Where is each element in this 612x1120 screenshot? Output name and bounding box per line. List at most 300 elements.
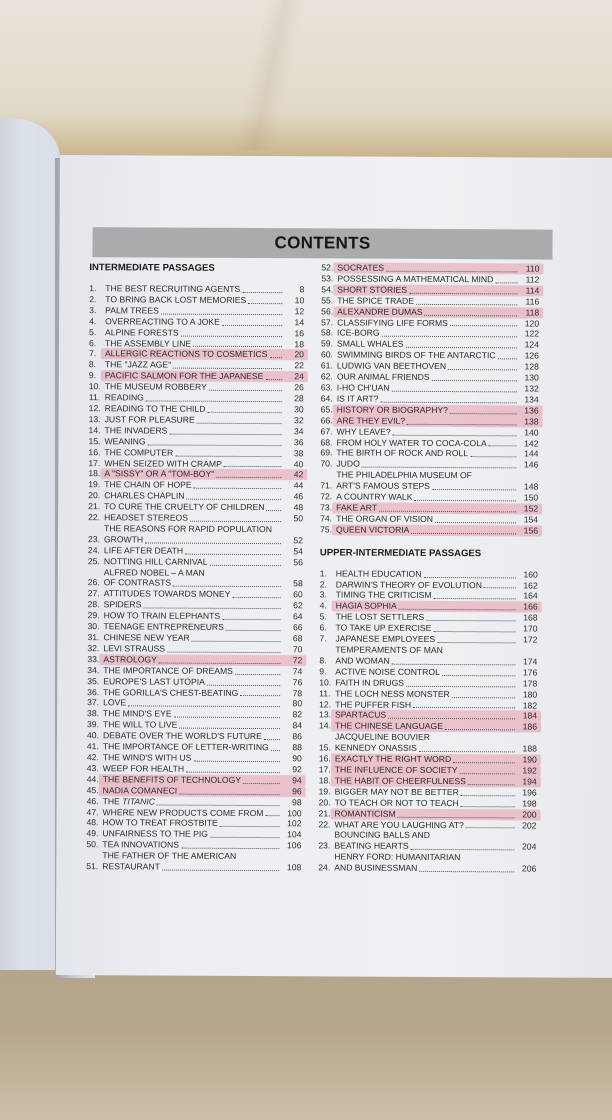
entry-title-continued: AND BUSINESSMAN: [334, 862, 418, 874]
entry-number: 4.: [319, 600, 327, 611]
entry-title: HEALTH EDUCATION: [335, 568, 422, 579]
entry-title-block: [334, 830, 536, 853]
entry-page-number: 24: [294, 371, 304, 382]
entry-title: THE COMPUTER: [104, 446, 174, 458]
dot-leader: [380, 400, 516, 403]
entry-title: THE BIRTH OF ROCK AND ROLL: [336, 447, 469, 459]
entry-page-number: 142: [524, 437, 539, 449]
entry-number: 51.: [86, 861, 99, 872]
dot-leader: [157, 803, 280, 806]
entry-title: ACTIVE NOISE CONTROL: [335, 666, 440, 677]
entry-number: 1.: [319, 568, 328, 579]
entry-page-number: 50: [293, 513, 304, 524]
dot-leader: [388, 717, 515, 720]
entry-title: LUDWIG VAN BEETHOVEN: [336, 360, 447, 372]
entry-number: 71.: [320, 480, 333, 491]
entry-page-number: 10: [294, 295, 305, 306]
entry-number: 36.: [87, 686, 100, 697]
entry-title: TO TEACH OR NOT TO TEACH: [334, 797, 459, 808]
entry-title-block: [104, 567, 303, 590]
dot-leader: [210, 836, 279, 838]
entry-title: TO BRING BACK LOST MEMORIES: [105, 294, 247, 305]
entry-page-number: 28: [294, 393, 304, 404]
entry-number: 43.: [86, 763, 99, 774]
entry-title: READING: [104, 392, 144, 403]
dot-leader: [209, 389, 282, 391]
dot-leader: [437, 641, 515, 643]
dot-leader: [174, 716, 281, 719]
entry-page-number: 116: [525, 296, 540, 307]
entry-title: ALLERGIC REACTIONS TO COSMETICS: [104, 348, 268, 360]
dot-leader: [179, 727, 280, 730]
entry-page-number: 136: [524, 405, 539, 416]
entry-page-number: 160: [523, 569, 538, 580]
dot-leader: [207, 683, 280, 685]
entry-page-number: 180: [522, 689, 538, 700]
toc-entry[interactable]: [320, 524, 538, 536]
entry-page-number: 132: [524, 383, 539, 394]
entry-title: THE INFLUENCE OF SOCIETY: [334, 764, 458, 776]
toc-entry[interactable]: [318, 852, 536, 875]
dot-leader: [235, 673, 280, 675]
dot-leader: [423, 575, 515, 577]
dot-leader: [179, 792, 280, 795]
entry-page-number: 38: [293, 447, 304, 458]
dot-leader: [407, 422, 517, 425]
entry-number: 48.: [86, 817, 99, 828]
entry-title: PALM TREES: [105, 305, 159, 316]
entry-number: 6.: [319, 622, 327, 633]
entry-title-continued: OF CONTRASTS: [103, 577, 172, 589]
dot-leader: [392, 390, 517, 393]
entry-page-number: 162: [523, 579, 538, 591]
entry-title-continued: ART'S FAMOUS STEPS: [336, 480, 430, 492]
dot-leader: [426, 619, 515, 621]
entry-title: JUST FOR PLEASURE: [104, 414, 195, 425]
entry-page-number: 204: [522, 841, 537, 852]
entry-page-number: 70: [292, 644, 303, 655]
entry-number: 56.: [321, 305, 334, 317]
entry-title: ROMANTICISM: [334, 808, 396, 819]
entry-title: SWIMMING BIRDS OF THE ANTARCTIC: [336, 349, 496, 361]
entry-page-number: 206: [521, 863, 537, 874]
entry-page-number: 96: [292, 785, 302, 796]
entry-number: 20.: [88, 490, 101, 501]
entry-title: THE ASSEMBLY LINE: [104, 337, 192, 349]
dot-leader: [216, 476, 281, 478]
dot-leader: [167, 650, 280, 653]
dot-leader: [484, 587, 516, 589]
entry-page-number: 34: [293, 426, 304, 437]
entry-number: 55.: [321, 295, 334, 306]
entry-number: 10.: [319, 677, 332, 688]
entry-title: THE PUFFER FISH: [335, 698, 412, 710]
entry-page-number: 20: [294, 349, 304, 360]
entry-number: 33.: [87, 653, 100, 665]
entry-page-number: 182: [522, 699, 538, 711]
dot-leader: [398, 815, 515, 818]
entry-title: THE ORGAN OF VISION: [336, 513, 434, 524]
dot-leader: [224, 465, 282, 467]
entry-number: 45.: [86, 784, 99, 795]
entry-title: THE LOST SETTLERS: [335, 611, 425, 623]
dot-leader: [419, 750, 515, 753]
entry-title: WHY LEAVE?: [336, 426, 391, 437]
dot-leader: [181, 334, 282, 337]
toc-entry[interactable]: [319, 732, 537, 755]
entry-page-number: 74: [292, 665, 303, 676]
entry-page-number: 154: [523, 514, 539, 525]
entry-title: OUR ANIMAL FRIENDS: [336, 371, 430, 383]
entry-page-number: 144: [524, 448, 539, 459]
entry-title: SHORT STORIES: [337, 284, 408, 295]
entry-number: 66.: [320, 415, 333, 426]
dot-leader: [425, 313, 518, 315]
entry-title: FAITH IN DRUGS: [335, 677, 405, 688]
dot-leader: [145, 541, 281, 544]
dot-leader: [414, 499, 516, 502]
dot-leader: [243, 782, 280, 784]
entry-title: CHARLES CHAPLIN: [104, 490, 185, 501]
entry-number: 44.: [86, 773, 99, 784]
dot-leader: [271, 749, 280, 751]
entry-number: 5.: [89, 326, 97, 337]
entry-number: 40.: [86, 730, 99, 741]
entry-number: 21.: [318, 807, 331, 819]
entry-title: THE WIND'S WITH US: [102, 752, 192, 763]
entry-title: WHAT ARE YOU LAUGHING AT?: [334, 818, 464, 830]
entry-page-number: 40: [293, 458, 304, 469]
entry-number: 69.: [320, 447, 333, 458]
entry-number: 24.: [87, 544, 100, 555]
entry-number: 30.: [87, 621, 100, 632]
entry-page-number: 92: [292, 764, 302, 775]
toc-entry[interactable]: [88, 567, 303, 590]
dot-leader: [445, 728, 515, 730]
entry-number: 17.: [88, 457, 101, 468]
entry-title: THE IMPORTANCE OF LETTER-WRITING: [102, 741, 269, 753]
dot-leader: [143, 607, 280, 610]
entry-number: 53.: [321, 273, 334, 284]
entry-number: 5.: [319, 611, 327, 622]
dot-leader: [181, 847, 279, 850]
section-heading-upper-intermediate: UPPER-INTERMEDIATE PASSAGES: [319, 547, 482, 559]
dot-leader: [242, 291, 282, 293]
entry-page-number: 114: [525, 285, 540, 296]
entry-page-number: 146: [524, 459, 539, 470]
dot-leader: [489, 445, 517, 447]
contents-page: [56, 155, 612, 978]
entry-number: 18.: [88, 468, 101, 479]
entry-number: 9.: [88, 370, 97, 381]
entry-number: 37.: [87, 697, 100, 708]
entry-page-number: 94: [292, 775, 302, 786]
entry-title: ARE THEY EVIL?: [336, 415, 406, 426]
dot-leader: [186, 770, 280, 772]
entry-number: 8.: [319, 655, 327, 666]
entry-title: NOTTING HILL CARNIVAL: [103, 555, 208, 567]
entry-number: 35.: [87, 675, 100, 686]
dot-leader: [392, 663, 516, 666]
entry-page-number: 130: [524, 372, 539, 383]
toc-entry[interactable]: [320, 470, 538, 493]
entry-page-number: 176: [522, 667, 538, 678]
entry-page-number: 46: [293, 491, 304, 502]
dot-leader: [264, 738, 280, 740]
entry-number: 46.: [86, 795, 99, 806]
entry-title: THE SPICE TRADE: [337, 295, 415, 306]
entry-page-number: 188: [522, 743, 537, 754]
entry-number: 73.: [320, 502, 333, 513]
entry-page-number: 172: [523, 634, 538, 645]
entry-number: 39.: [86, 719, 99, 730]
entry-page-number: 122: [524, 328, 540, 339]
entry-number: 29.: [87, 610, 100, 621]
entry-number: 10.: [88, 381, 101, 392]
entry-page-number: 68: [292, 633, 303, 644]
toc-list-right-intermediate: [320, 262, 539, 536]
dot-leader: [433, 597, 515, 599]
dot-leader: [432, 488, 516, 490]
entry-title: THE BEST RECRUITING AGENTS: [105, 283, 241, 294]
entry-number: 52.: [321, 262, 334, 273]
dot-leader: [173, 367, 282, 370]
toc-entry[interactable]: [88, 523, 303, 546]
entry-title-block: [104, 523, 303, 546]
entry-page-number: 76: [292, 676, 303, 687]
entry-page-number: 102: [287, 818, 302, 829]
entry-title: LEVI STRAUSS: [103, 643, 166, 654]
entry-number: 7.: [319, 633, 327, 644]
entry-number: 57.: [321, 316, 334, 327]
entry-page-number: 72: [292, 655, 303, 666]
entry-number: 13.: [319, 709, 332, 720]
entry-number: 3.: [319, 589, 327, 600]
entry-page-number: 134: [524, 394, 539, 405]
dot-leader: [419, 870, 514, 872]
entry-page-number: 198: [522, 798, 537, 809]
dot-leader: [433, 630, 515, 632]
dot-leader: [194, 487, 282, 489]
entry-number: 50.: [86, 839, 99, 850]
dot-leader: [186, 498, 281, 500]
entry-number: 42.: [86, 752, 99, 763]
entry-title: EUROPE'S LAST UTOPIA: [103, 675, 205, 687]
entry-title: A "SISSY" OR A "TOM-BOY": [104, 468, 215, 480]
entry-title-continued: BEATING HEARTS: [334, 840, 409, 852]
entry-page-number: 124: [524, 339, 540, 350]
dot-leader: [379, 510, 516, 513]
entry-title: TO TAKE UP EXERCISE: [335, 622, 432, 634]
dot-leader: [411, 848, 515, 851]
dot-leader: [411, 532, 516, 535]
entry-page-number: 26: [294, 382, 304, 393]
entry-page-number: 178: [522, 678, 538, 689]
entry-title-block: [335, 732, 537, 755]
entry-page-number: 106: [287, 840, 302, 851]
dot-leader: [459, 772, 514, 774]
entry-title: TEENAGE ENTREPRENEURS: [103, 621, 224, 632]
dot-leader: [185, 552, 281, 555]
entry-page-number: 64: [292, 611, 303, 622]
dot-leader: [470, 455, 516, 457]
entry-number: 16.: [318, 753, 331, 764]
entry-page-number: 62: [293, 600, 303, 611]
dot-leader: [146, 399, 282, 402]
dot-leader: [468, 783, 515, 785]
entry-title: JAPANESE EMPLOYEES: [335, 633, 436, 645]
entry-number: 14.: [88, 424, 101, 435]
entry-page-number: 18: [294, 338, 305, 349]
dot-leader: [409, 292, 517, 295]
entry-title: TO CURE THE CRUELTY OF CHILDREN: [104, 501, 265, 513]
entry-title: SPARTACUS: [335, 709, 387, 721]
entry-page-number: 110: [525, 263, 540, 274]
entry-title: HOW TO TRAIN ELEPHANTS: [103, 610, 221, 622]
entry-number: 18.: [318, 775, 331, 786]
toc-entry[interactable]: [319, 644, 537, 667]
entry-page-number: 184: [522, 710, 538, 721]
entry-page-number: 126: [524, 350, 539, 361]
entry-title-block: [102, 850, 301, 873]
entry-title: ICE-BORG: [337, 327, 380, 339]
entry-title: LIFE AFTER DEATH: [103, 544, 184, 556]
entry-page-number: 44: [293, 480, 304, 491]
entry-number: 7.: [88, 348, 97, 359]
entry-number: 67.: [320, 425, 333, 437]
entry-number: 63.: [320, 382, 333, 393]
entry-number: 72.: [320, 491, 333, 502]
entry-title: HOW TO TREAT FROSTBITE: [102, 817, 218, 829]
entry-page-number: 60: [293, 589, 303, 600]
entry-title: ASTROLOGY: [103, 654, 157, 665]
entry-title: THE IMPORTANCE OF DREAMS: [103, 664, 233, 676]
entry-page-number: 100: [287, 807, 302, 818]
entry-title: DARWIN'S THEORY OF EVOLUTION: [335, 579, 482, 590]
entry-number: 22.: [318, 818, 331, 829]
entry-number: 75.: [320, 524, 333, 535]
entry-page-number: 190: [522, 754, 537, 765]
toc-entry[interactable]: [318, 830, 536, 853]
dot-leader: [222, 618, 280, 620]
entry-number: 2.: [89, 294, 97, 305]
toc-list-left: [86, 283, 304, 873]
entry-number: 38.: [87, 708, 100, 719]
entry-page-number: 42: [293, 469, 304, 480]
entry-page-number: 90: [292, 753, 302, 764]
entry-title: QUEEN VICTORIA: [336, 524, 410, 535]
dot-leader: [209, 563, 280, 565]
entry-page-number: 138: [524, 416, 539, 427]
entry-page-number: 54: [293, 545, 303, 557]
dot-leader: [207, 411, 281, 413]
entry-title: THE BENEFITS OF TECHNOLOGY: [102, 774, 242, 785]
section-heading-intermediate: INTERMEDIATE PASSAGES: [89, 262, 215, 274]
entry-page-number: 166: [523, 601, 538, 612]
page-title: CONTENTS: [274, 233, 371, 253]
entry-title-continued: AND WOMAN: [335, 655, 390, 666]
background-fabric-fold: [234, 0, 306, 150]
dot-leader: [461, 805, 515, 807]
entry-title: WEEP FOR HEALTH: [102, 763, 185, 774]
entry-number: 60.: [320, 349, 333, 360]
entry-number: 74.: [320, 513, 333, 524]
entry-page-number: 148: [523, 481, 539, 492]
dot-leader: [450, 412, 517, 414]
dot-leader: [169, 432, 281, 435]
entry-number: 2.: [319, 578, 327, 589]
entry-number: 32.: [87, 643, 100, 654]
entry-title: CLASSIFYING LIFE FORMS: [337, 316, 448, 328]
dot-leader: [393, 433, 517, 436]
entry-number: 16.: [88, 446, 101, 457]
dot-leader: [265, 814, 279, 816]
entry-page-number: 200: [522, 809, 537, 820]
dot-leader: [448, 368, 517, 370]
entry-title: OVERREACTING TO A JOKE: [105, 315, 220, 327]
dot-leader: [173, 585, 281, 588]
dot-leader: [413, 706, 515, 709]
entry-page-number: 192: [522, 765, 537, 776]
entry-number: 59.: [320, 338, 333, 349]
entry-title: NADIA COMANECI: [102, 784, 178, 796]
entry-title: THE TITANIC: [102, 795, 156, 807]
dot-leader: [269, 356, 281, 358]
dot-leader: [232, 596, 280, 598]
entry-title: ALEXANDRE DUMAS: [337, 306, 423, 317]
entry-page-number: 140: [524, 427, 539, 438]
left-page-edge: [0, 118, 60, 970]
entry-title: BIGGER MAY NOT BE BETTER: [334, 786, 459, 797]
entry-title: TEA INNOVATIONS: [102, 839, 179, 850]
dot-leader: [162, 868, 279, 871]
entry-title-block: [335, 644, 537, 667]
entry-number: 25.: [87, 555, 100, 566]
entry-page-number: 194: [522, 776, 537, 787]
dot-leader: [466, 827, 515, 829]
left-column: [86, 260, 304, 873]
entry-title: THE WILL TO LIVE: [102, 719, 178, 730]
entry-title-block: [336, 470, 538, 493]
entry-page-number: 56: [293, 556, 303, 567]
entry-title: THE CHINESE LANGUAGE: [334, 720, 443, 732]
entry-page-number: 120: [524, 317, 540, 329]
dot-leader: [386, 270, 517, 273]
entry-number: 15.: [88, 435, 101, 446]
toc-entry[interactable]: [86, 850, 301, 873]
entry-title: I-HO CH'UAN: [336, 382, 390, 393]
entry-number: 70.: [320, 458, 333, 469]
entry-number: 31.: [87, 632, 100, 643]
dot-leader: [406, 346, 517, 349]
entry-title: THE REASONS FOR RAPID POPULATION: [104, 523, 272, 535]
dot-leader: [193, 760, 279, 762]
entry-title: POSSESSING A MATHEMATICAL MIND: [337, 273, 494, 285]
entry-title-block: [334, 852, 536, 875]
entry-number: 15.: [318, 742, 331, 753]
entry-title: WEANING: [104, 435, 146, 447]
dot-leader: [495, 281, 517, 283]
entry-number: 65.: [320, 404, 333, 415]
entry-title: THE INVADERS: [104, 425, 168, 436]
entry-page-number: 156: [523, 525, 539, 536]
entry-title: WHERE NEW PRODUCTS COME FROM: [102, 806, 264, 818]
entry-title: JUDO: [336, 458, 360, 469]
dot-leader: [192, 640, 281, 642]
entry-number: 28.: [87, 599, 100, 610]
entry-number: 27.: [87, 588, 100, 599]
entry-number: 58.: [321, 327, 334, 338]
